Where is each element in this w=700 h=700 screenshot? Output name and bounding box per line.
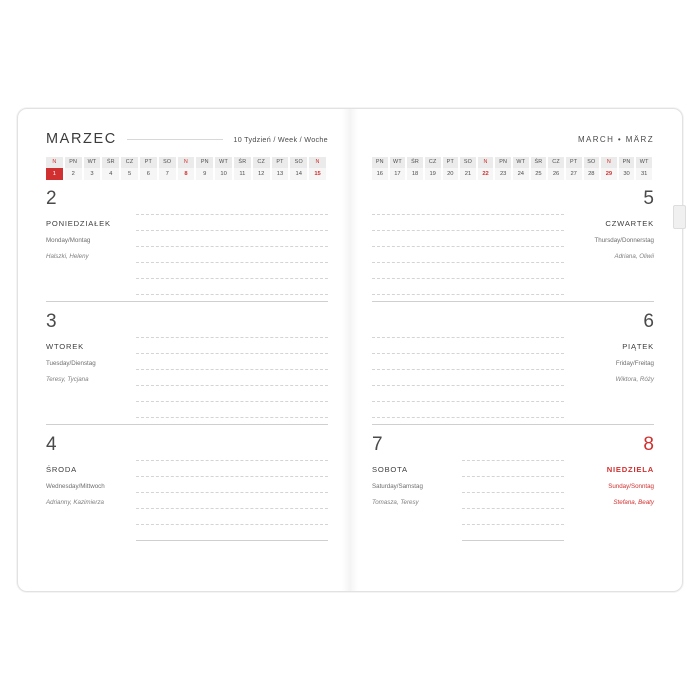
- mini-calendar-dow: SO: [290, 157, 308, 168]
- mini-calendar-dow: PT: [140, 157, 158, 168]
- mini-calendar-dow: SO: [159, 157, 177, 168]
- mini-calendar-dow: PT: [272, 157, 290, 168]
- mini-calendar-daynum: 20: [443, 168, 460, 180]
- writing-lines[interactable]: [372, 322, 564, 418]
- mini-calendar-daynum: 15: [309, 168, 327, 180]
- mini-calendar-daynum: 19: [425, 168, 442, 180]
- mini-calendar-dow: ŚR: [234, 157, 252, 168]
- mini-calendar-daynum: 23: [495, 168, 512, 180]
- mini-calendar-daynum: 10: [215, 168, 233, 180]
- mini-calendar-day-13[interactable]: [272, 157, 291, 181]
- mini-calendar-day-20[interactable]: [443, 157, 461, 181]
- mini-calendar-dow: SO: [584, 157, 601, 168]
- writing-lines[interactable]: [136, 445, 328, 541]
- day-name: PONIEDZIAŁEK: [46, 219, 111, 228]
- day-name-translations: Tuesday/Dienstag: [46, 360, 96, 367]
- mini-calendar-daynum: 4: [102, 168, 120, 180]
- mini-calendar-day-23[interactable]: [495, 157, 513, 181]
- mini-calendar-daynum: 22: [478, 168, 495, 180]
- day-number: 4: [46, 434, 57, 455]
- day-name-translations: Monday/Montag: [46, 237, 91, 244]
- mini-calendar-dow: PT: [443, 157, 460, 168]
- mini-calendar-day-31[interactable]: [636, 157, 654, 181]
- mini-calendar-dow: WT: [84, 157, 102, 168]
- mini-calendar-day-3[interactable]: [84, 157, 103, 181]
- mini-calendar-day-15[interactable]: [309, 157, 328, 181]
- mini-calendar-daynum: 3: [84, 168, 102, 180]
- day-divider: [46, 301, 328, 302]
- mini-calendar-day-29[interactable]: [601, 157, 619, 181]
- day-name-translations: Thursday/Donnerstag: [594, 237, 654, 244]
- mini-calendar-daynum: 21: [460, 168, 477, 180]
- mini-calendar-daynum: 2: [65, 168, 83, 180]
- mini-calendar-day-8[interactable]: [178, 157, 197, 181]
- mini-calendar-daynum: 14: [290, 168, 308, 180]
- mini-calendar-dow: WT: [513, 157, 530, 168]
- mini-calendar-daynum: 30: [619, 168, 636, 180]
- mini-calendar-right[interactable]: [372, 157, 654, 181]
- day-nameday: Halszki, Heleny: [46, 253, 89, 260]
- mini-calendar-daynum: 11: [234, 168, 252, 180]
- mini-calendar-daynum: 16: [372, 168, 389, 180]
- mini-calendar-dow: N: [46, 157, 64, 168]
- mini-calendar-daynum: 5: [121, 168, 139, 180]
- mini-calendar-dow: SO: [460, 157, 477, 168]
- mini-calendar-day-5[interactable]: [121, 157, 140, 181]
- mini-calendar-day-4[interactable]: [102, 157, 121, 181]
- mini-calendar-dow: ŚR: [102, 157, 120, 168]
- mini-calendar-dow: N: [309, 157, 327, 168]
- day-nameday: Adriana, Oliwii: [614, 253, 654, 260]
- mini-calendar-daynum: 8: [178, 168, 196, 180]
- writing-lines[interactable]: [136, 322, 328, 418]
- mini-calendar-dow: N: [601, 157, 618, 168]
- day-number: 2: [46, 188, 57, 209]
- mini-calendar-dow: WT: [390, 157, 407, 168]
- day-nameday: Tomasza, Teresy: [372, 499, 419, 506]
- mini-calendar-day-30[interactable]: [619, 157, 637, 181]
- mini-calendar-day-21[interactable]: [460, 157, 478, 181]
- page-tab-marker[interactable]: [673, 205, 686, 229]
- left-page-header: [46, 131, 328, 147]
- mini-calendar-day-18[interactable]: [407, 157, 425, 181]
- month-title: MARZEC: [46, 131, 117, 147]
- mini-calendar-daynum: 1: [46, 168, 64, 180]
- mini-calendar-day-28[interactable]: [584, 157, 602, 181]
- mini-calendar-dow: N: [478, 157, 495, 168]
- mini-calendar-day-14[interactable]: [290, 157, 309, 181]
- day-name: SOBOTA: [372, 465, 408, 474]
- mini-calendar-daynum: 26: [548, 168, 565, 180]
- mini-calendar-daynum: 9: [196, 168, 214, 180]
- mini-calendar-daynum: 27: [566, 168, 583, 180]
- day-name-translations: Sunday/Sonntag: [608, 483, 654, 490]
- mini-calendar-day-6[interactable]: [140, 157, 159, 181]
- mini-calendar-daynum: 31: [636, 168, 653, 180]
- planner-spread: [17, 108, 683, 592]
- day-number: 5: [643, 188, 654, 209]
- mini-calendar-daynum: 6: [140, 168, 158, 180]
- day-nameday: Adrianny, Kazimierza: [46, 499, 105, 506]
- mini-calendar-dow: WT: [636, 157, 653, 168]
- mini-calendar-dow: ŚR: [407, 157, 424, 168]
- day-name-translations: Saturday/Samstag: [372, 483, 423, 490]
- mini-calendar-day-1[interactable]: [46, 157, 65, 181]
- day-entry-4[interactable]: [46, 434, 328, 547]
- mini-calendar-dow: CZ: [253, 157, 271, 168]
- header-rule: [127, 139, 224, 140]
- week-label: 10 Tydzień / Week / Woche: [233, 134, 328, 144]
- right-page: [350, 109, 682, 591]
- day-divider: [372, 301, 654, 302]
- day-nameday: Teresy, Tycjana: [46, 376, 89, 383]
- day-name: ŚRODA: [46, 465, 78, 474]
- day-entry-5[interactable]: [372, 188, 654, 301]
- mini-calendar-daynum: 24: [513, 168, 530, 180]
- day-name: WTOREK: [46, 342, 84, 351]
- day-name-translations: Wednesday/Mittwoch: [46, 483, 105, 490]
- mini-calendar-dow: PN: [65, 157, 83, 168]
- mini-calendar-dow: PN: [495, 157, 512, 168]
- mini-calendar-dow: CZ: [548, 157, 565, 168]
- mini-calendar-dow: PN: [619, 157, 636, 168]
- mini-calendar-dow: WT: [215, 157, 233, 168]
- day-name: NIEDZIELA: [606, 465, 654, 474]
- mini-calendar-left[interactable]: [46, 157, 328, 181]
- mini-calendar-day-16[interactable]: [372, 157, 390, 181]
- day-number: 3: [46, 311, 57, 332]
- day-nameday: Stefana, Beaty: [613, 499, 654, 506]
- mini-calendar-day-27[interactable]: [566, 157, 584, 181]
- mini-calendar-day-10[interactable]: [215, 157, 234, 181]
- day-entry-2[interactable]: [46, 188, 328, 301]
- writing-lines[interactable]: [372, 199, 564, 295]
- day-number: 7: [372, 434, 383, 455]
- day-name: CZWARTEK: [605, 219, 654, 228]
- day-entry-8[interactable]: [372, 434, 654, 547]
- day-entry-3[interactable]: [46, 311, 328, 424]
- mini-calendar-daynum: 18: [407, 168, 424, 180]
- mini-calendar-dow: PN: [372, 157, 389, 168]
- day-number: 8: [643, 434, 654, 455]
- mini-calendar-day-9[interactable]: [196, 157, 215, 181]
- mini-calendar-day-25[interactable]: [531, 157, 549, 181]
- day-entry-6[interactable]: [372, 311, 654, 424]
- mini-calendar-dow: CZ: [121, 157, 139, 168]
- mini-calendar-day-19[interactable]: [425, 157, 443, 181]
- mini-calendar-daynum: 25: [531, 168, 548, 180]
- left-page: [18, 109, 350, 591]
- mini-calendar-day-2[interactable]: [65, 157, 84, 181]
- mini-calendar-day-22[interactable]: [478, 157, 496, 181]
- mini-calendar-day-11[interactable]: [234, 157, 253, 181]
- mini-calendar-day-7[interactable]: [159, 157, 178, 181]
- mini-calendar-day-17[interactable]: [390, 157, 408, 181]
- mini-calendar-dow: PT: [566, 157, 583, 168]
- mini-calendar-daynum: 13: [272, 168, 290, 180]
- right-page-header: [372, 131, 654, 147]
- day-name-translations: Friday/Freitag: [615, 360, 654, 367]
- mini-calendar-daynum: 12: [253, 168, 271, 180]
- mini-calendar-dow: ŚR: [531, 157, 548, 168]
- day-nameday: Wiktora, Róży: [615, 376, 654, 383]
- mini-calendar-dow: CZ: [425, 157, 442, 168]
- mini-calendar-day-26[interactable]: [548, 157, 566, 181]
- mini-calendar-daynum: 7: [159, 168, 177, 180]
- day-name: PIĄTEK: [622, 342, 654, 351]
- writing-lines[interactable]: [136, 199, 328, 295]
- day-number: 6: [643, 311, 654, 332]
- mini-calendar-day-24[interactable]: [513, 157, 531, 181]
- day-divider: [46, 424, 328, 425]
- day-divider: [372, 424, 654, 425]
- mini-calendar-dow: N: [178, 157, 196, 168]
- month-title-secondary: MARCH • MÄRZ: [577, 134, 654, 144]
- mini-calendar-daynum: 28: [584, 168, 601, 180]
- mini-calendar-day-12[interactable]: [253, 157, 272, 181]
- mini-calendar-daynum: 29: [601, 168, 618, 180]
- mini-calendar-daynum: 17: [390, 168, 407, 180]
- mini-calendar-dow: PN: [196, 157, 214, 168]
